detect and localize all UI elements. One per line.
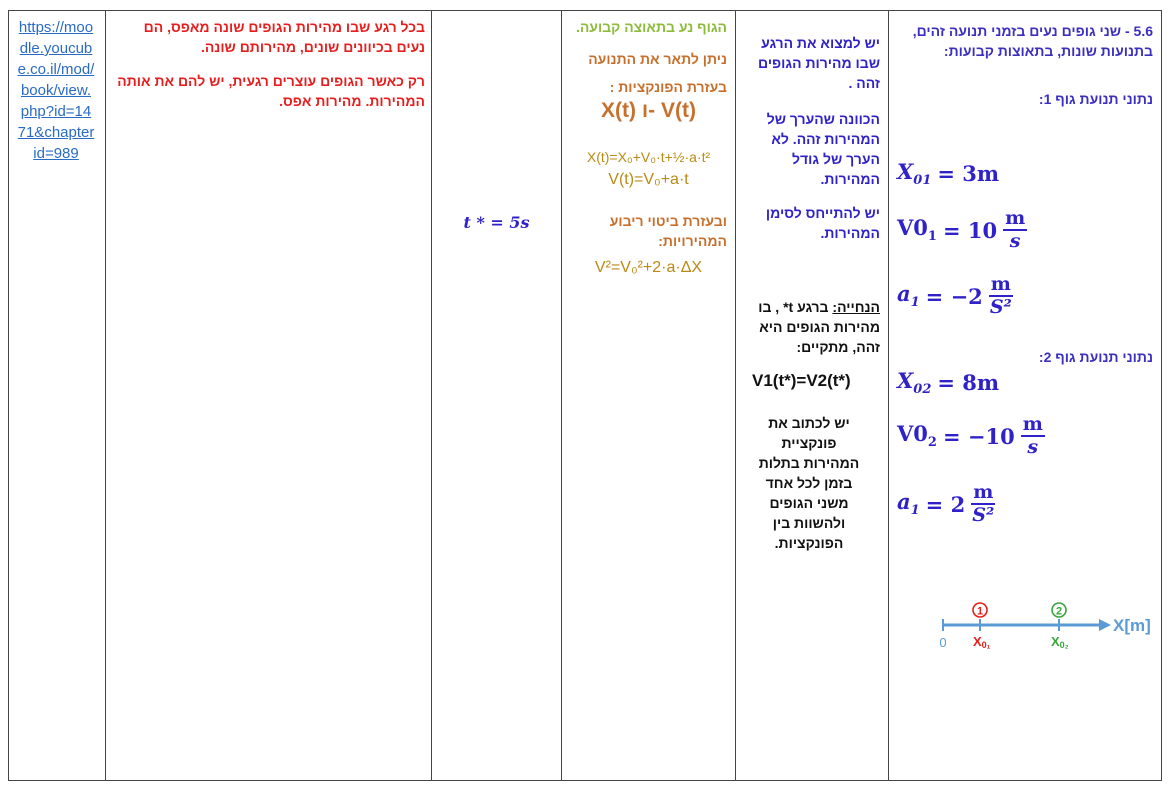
assumption-label: הנחייה:	[832, 299, 880, 315]
equal-velocity-equation: V1(t*)=V2(t*)	[752, 371, 851, 390]
explanation-cell	[736, 11, 889, 781]
axis-arrowhead	[1099, 619, 1111, 631]
body2-label: נתוני תנועת גוף 2:	[1038, 349, 1153, 365]
describe-motion-text: ניתן לתאר את התנועה	[588, 51, 727, 67]
note-zero-speed: רק כאשר הגופים עוצרים רגעית, יש להם את אותה המהירות. מהירות אפס.	[117, 73, 425, 109]
body1-label: נתוני תנועת גוף 1:	[1038, 91, 1153, 107]
link-cell	[9, 11, 106, 781]
functions-label: V(t) -ו X(t)	[601, 99, 696, 122]
problem-title: 5.6 - שני גופים נעים בזמני תנועה זהים, בתנועות שונות, בתאוצות קבועות:	[912, 23, 1153, 59]
position-formula: X(t)=X₀+V₀·t+½·a·t²	[586, 149, 711, 165]
x02-label: X0₂	[1051, 634, 1069, 650]
a2-equation: $a_1$ = 2 $\frac{m}{\text{S²}}$	[897, 481, 995, 526]
body2-marker-label: 2	[1055, 605, 1063, 618]
x01-label: X0₁	[973, 634, 991, 650]
moodle-link[interactable]: https://moodle.youcube.co.il/mod/book/view.php?id=1471&chapterid=989	[17, 19, 95, 162]
velocity-squared-formula: V²=V₀²+2·a·ΔX	[594, 259, 703, 276]
find-moment-text: יש למצוא את הרגע שבו מהירות הגופים זהה .	[758, 35, 880, 91]
x02-equation: $X_{02}$ = 8m	[897, 368, 1000, 398]
answer-value: t * = 5s	[463, 213, 530, 232]
v01-equation: $V0_1$ = 10 $\frac{m}{s}$	[897, 207, 1026, 252]
write-functions-text: יש לכתוב את פונקציית המהירות בתלות בזמן לכל אחד משני הגופים ולהשוות בין הפונקציות.	[758, 415, 860, 551]
velocity-squared-text: ובעזרת ביטוי ריבוע המהירויות:	[609, 213, 727, 249]
velocity-value-text: הכוונה שהערך של המהירות זהה. לא הערך של גודל המהירות.	[766, 111, 880, 187]
assumption-text: ברגע t* , בו מהירות הגופים היא זהה, מתקיים:	[758, 299, 880, 355]
v02-equation: $V0_2$ = −10 $\frac{m}{s}$	[897, 413, 1043, 458]
formulas-cell	[562, 11, 736, 781]
velocity-sign-text: יש להתייחס לסימן המהירות.	[765, 205, 880, 241]
problem-cell	[889, 11, 1162, 781]
position-axis-diagram	[939, 597, 1154, 657]
origin-label: 0	[939, 635, 947, 650]
axis-unit-label: X[m]	[1113, 616, 1151, 635]
constant-accel-text: הגוף נע בתאוצה קבועה.	[575, 19, 727, 35]
body1-marker-label: 1	[976, 605, 984, 618]
velocity-formula: V(t)=V₀+a·t	[608, 171, 689, 188]
content-table	[8, 10, 1162, 781]
using-functions-text: בעזרת הפונקציות :	[609, 79, 727, 95]
x01-equation: $X_{01}$ = 3m	[897, 159, 1000, 189]
a1-equation: $a_1$ = −2 $\frac{m}{\text{S²}}$	[897, 273, 1012, 318]
answer-cell	[432, 11, 562, 781]
note-nonzero-speed: בכל רגע שבו מהירות הגופים שונה מאפס, הם נעים בכיוונים שונים, מהירותם שונה.	[143, 19, 425, 55]
notes-cell	[106, 11, 432, 781]
